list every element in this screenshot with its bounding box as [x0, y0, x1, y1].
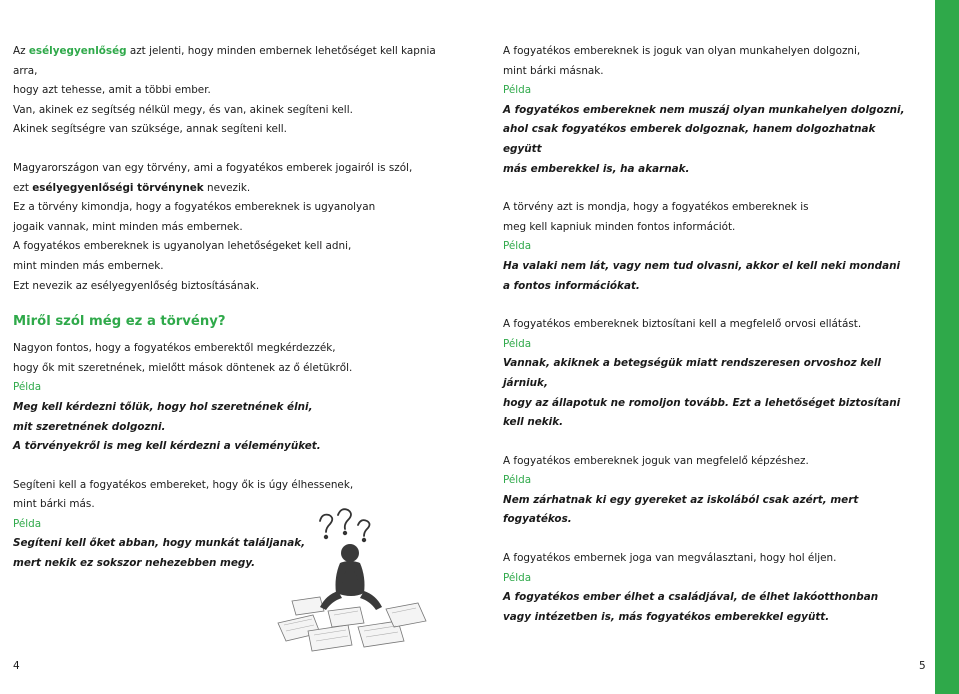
example-line: hogy az állapotuk ne romoljon tovább. Ezt a lehetőséget biztosítani kell nekik.: [503, 396, 901, 429]
example-label: Példa: [503, 84, 532, 97]
info-line-1: A törvény azt is mondja, hogy a fogyatékos embereknek is: [503, 201, 809, 214]
example-label: Példa: [503, 474, 532, 487]
right-column: [503, 42, 913, 627]
home-line-1: A fogyatékos embernek joga van megválasztani, hogy hol éljen.: [503, 552, 837, 565]
example-label: Példa: [503, 337, 532, 350]
seated-person-icon: [320, 544, 382, 610]
law-line-6: mint minden más embernek.: [13, 259, 164, 272]
example-line: A fogyatékos embereknek nem muszáj olyan munkahelyen dolgozni,: [503, 103, 905, 116]
law-line-5: A fogyatékos embereknek is ugyanolyan lehetőségeket kell adni,: [13, 240, 352, 253]
example-line: A fogyatékos ember élhet a családjával, de élhet lakóotthonban: [503, 591, 879, 604]
example-line: Ha valaki nem lát, vagy nem tud olvasni, akkor el kell neki mondani: [503, 259, 901, 272]
example-line: mert nekik ez sokszor nehezebben megy.: [13, 557, 256, 570]
example-label: Példa: [13, 381, 42, 394]
question-marks-icon: [320, 509, 370, 541]
law-line-2: ezt esélyegyenlőségi törvénynek nevezik.: [13, 181, 251, 194]
example-line: A törvényekről is meg kell kérdezni a véleményüket.: [13, 440, 321, 453]
intro-line-1: Az esélyegyenlőség azt jelenti, hogy minden embernek lehetőséget kell kapnia arra,: [13, 45, 436, 77]
intro-line-2: hogy azt tehesse, amit a többi ember.: [13, 84, 211, 97]
example-line: más emberekkel is, ha akarnak.: [503, 162, 690, 175]
page-number-left: 4: [13, 660, 20, 672]
example-line: vagy intézetben is, más fogyatékos emberekkel együtt.: [503, 610, 830, 623]
work-line-2: mint bárki másnak.: [503, 64, 604, 77]
help-line-2: mint bárki más.: [13, 498, 95, 511]
example-label: Példa: [503, 571, 532, 584]
green-edge-bar: [935, 0, 959, 694]
example-label: Példa: [13, 517, 42, 530]
example-line: Segíteni kell őket abban, hogy munkát találjanak,: [13, 537, 306, 550]
law-line-3: Ez a törvény kimondja, hogy a fogyatékos embereknek is ugyanolyan: [13, 201, 376, 214]
law-line-4: jogaik vannak, mint minden más embernek.: [13, 220, 243, 233]
keyword-law: esélyegyenlőségi törvénynek: [32, 181, 204, 194]
help-line-1: Segíteni kell a fogyatékos embereket, hogy ők is úgy élhessenek,: [13, 478, 354, 491]
intro-line-3: Van, akinek ez segítség nélkül megy, és van, akinek segíteni kell.: [13, 103, 353, 116]
ask-line-2: hogy ők mit szeretnének, mielőtt mások döntenek az ő életükről.: [13, 361, 353, 374]
intro-line-4: Akinek segítségre van szüksége, annak segíteni kell.: [13, 123, 287, 136]
medical-line-1: A fogyatékos embereknek biztosítani kell a megfelelő orvosi ellátást.: [503, 318, 862, 331]
keyword-esely: esélyegyenlőség: [28, 45, 127, 57]
example-line: mit szeretnének dolgozni.: [13, 420, 166, 433]
scattered-papers-icon: [278, 597, 426, 651]
info-line-2: meg kell kapniuk minden fontos információt.: [503, 220, 736, 233]
page-number-right: 5: [919, 660, 926, 672]
example-line: a fontos információkat.: [503, 279, 640, 292]
thinking-person-illustration: [268, 505, 438, 655]
ask-line-1: Nagyon fontos, hogy a fogyatékos emberektől megkérdezzék,: [13, 342, 336, 355]
example-line: ahol csak fogyatékos emberek dolgoznak, hanem dolgozhatnak együtt: [503, 123, 876, 155]
example-label: Példa: [503, 240, 532, 253]
example-line: Vannak, akiknek a betegségük miatt rendszeresen orvoshoz kell járniuk,: [503, 357, 881, 389]
section-heading: Miről szól még ez a törvény?: [13, 314, 226, 330]
example-line: Meg kell kérdezni tőlük, hogy hol szeretnének élni,: [13, 400, 313, 413]
left-column: [13, 42, 463, 574]
example-line: Nem zárhatnak ki egy gyereket az iskolából csak azért, mert fogyatékos.: [503, 493, 859, 526]
training-line-1: A fogyatékos embereknek joguk van megfelelő képzéshez.: [503, 454, 809, 467]
law-line-7: Ezt nevezik az esélyegyenlőség biztosításának.: [13, 279, 260, 292]
work-line-1: A fogyatékos embereknek is joguk van olyan munkahelyen dolgozni,: [503, 45, 861, 57]
law-line-1: Magyarországon van egy törvény, ami a fogyatékos emberek jogairól is szól,: [13, 161, 413, 174]
